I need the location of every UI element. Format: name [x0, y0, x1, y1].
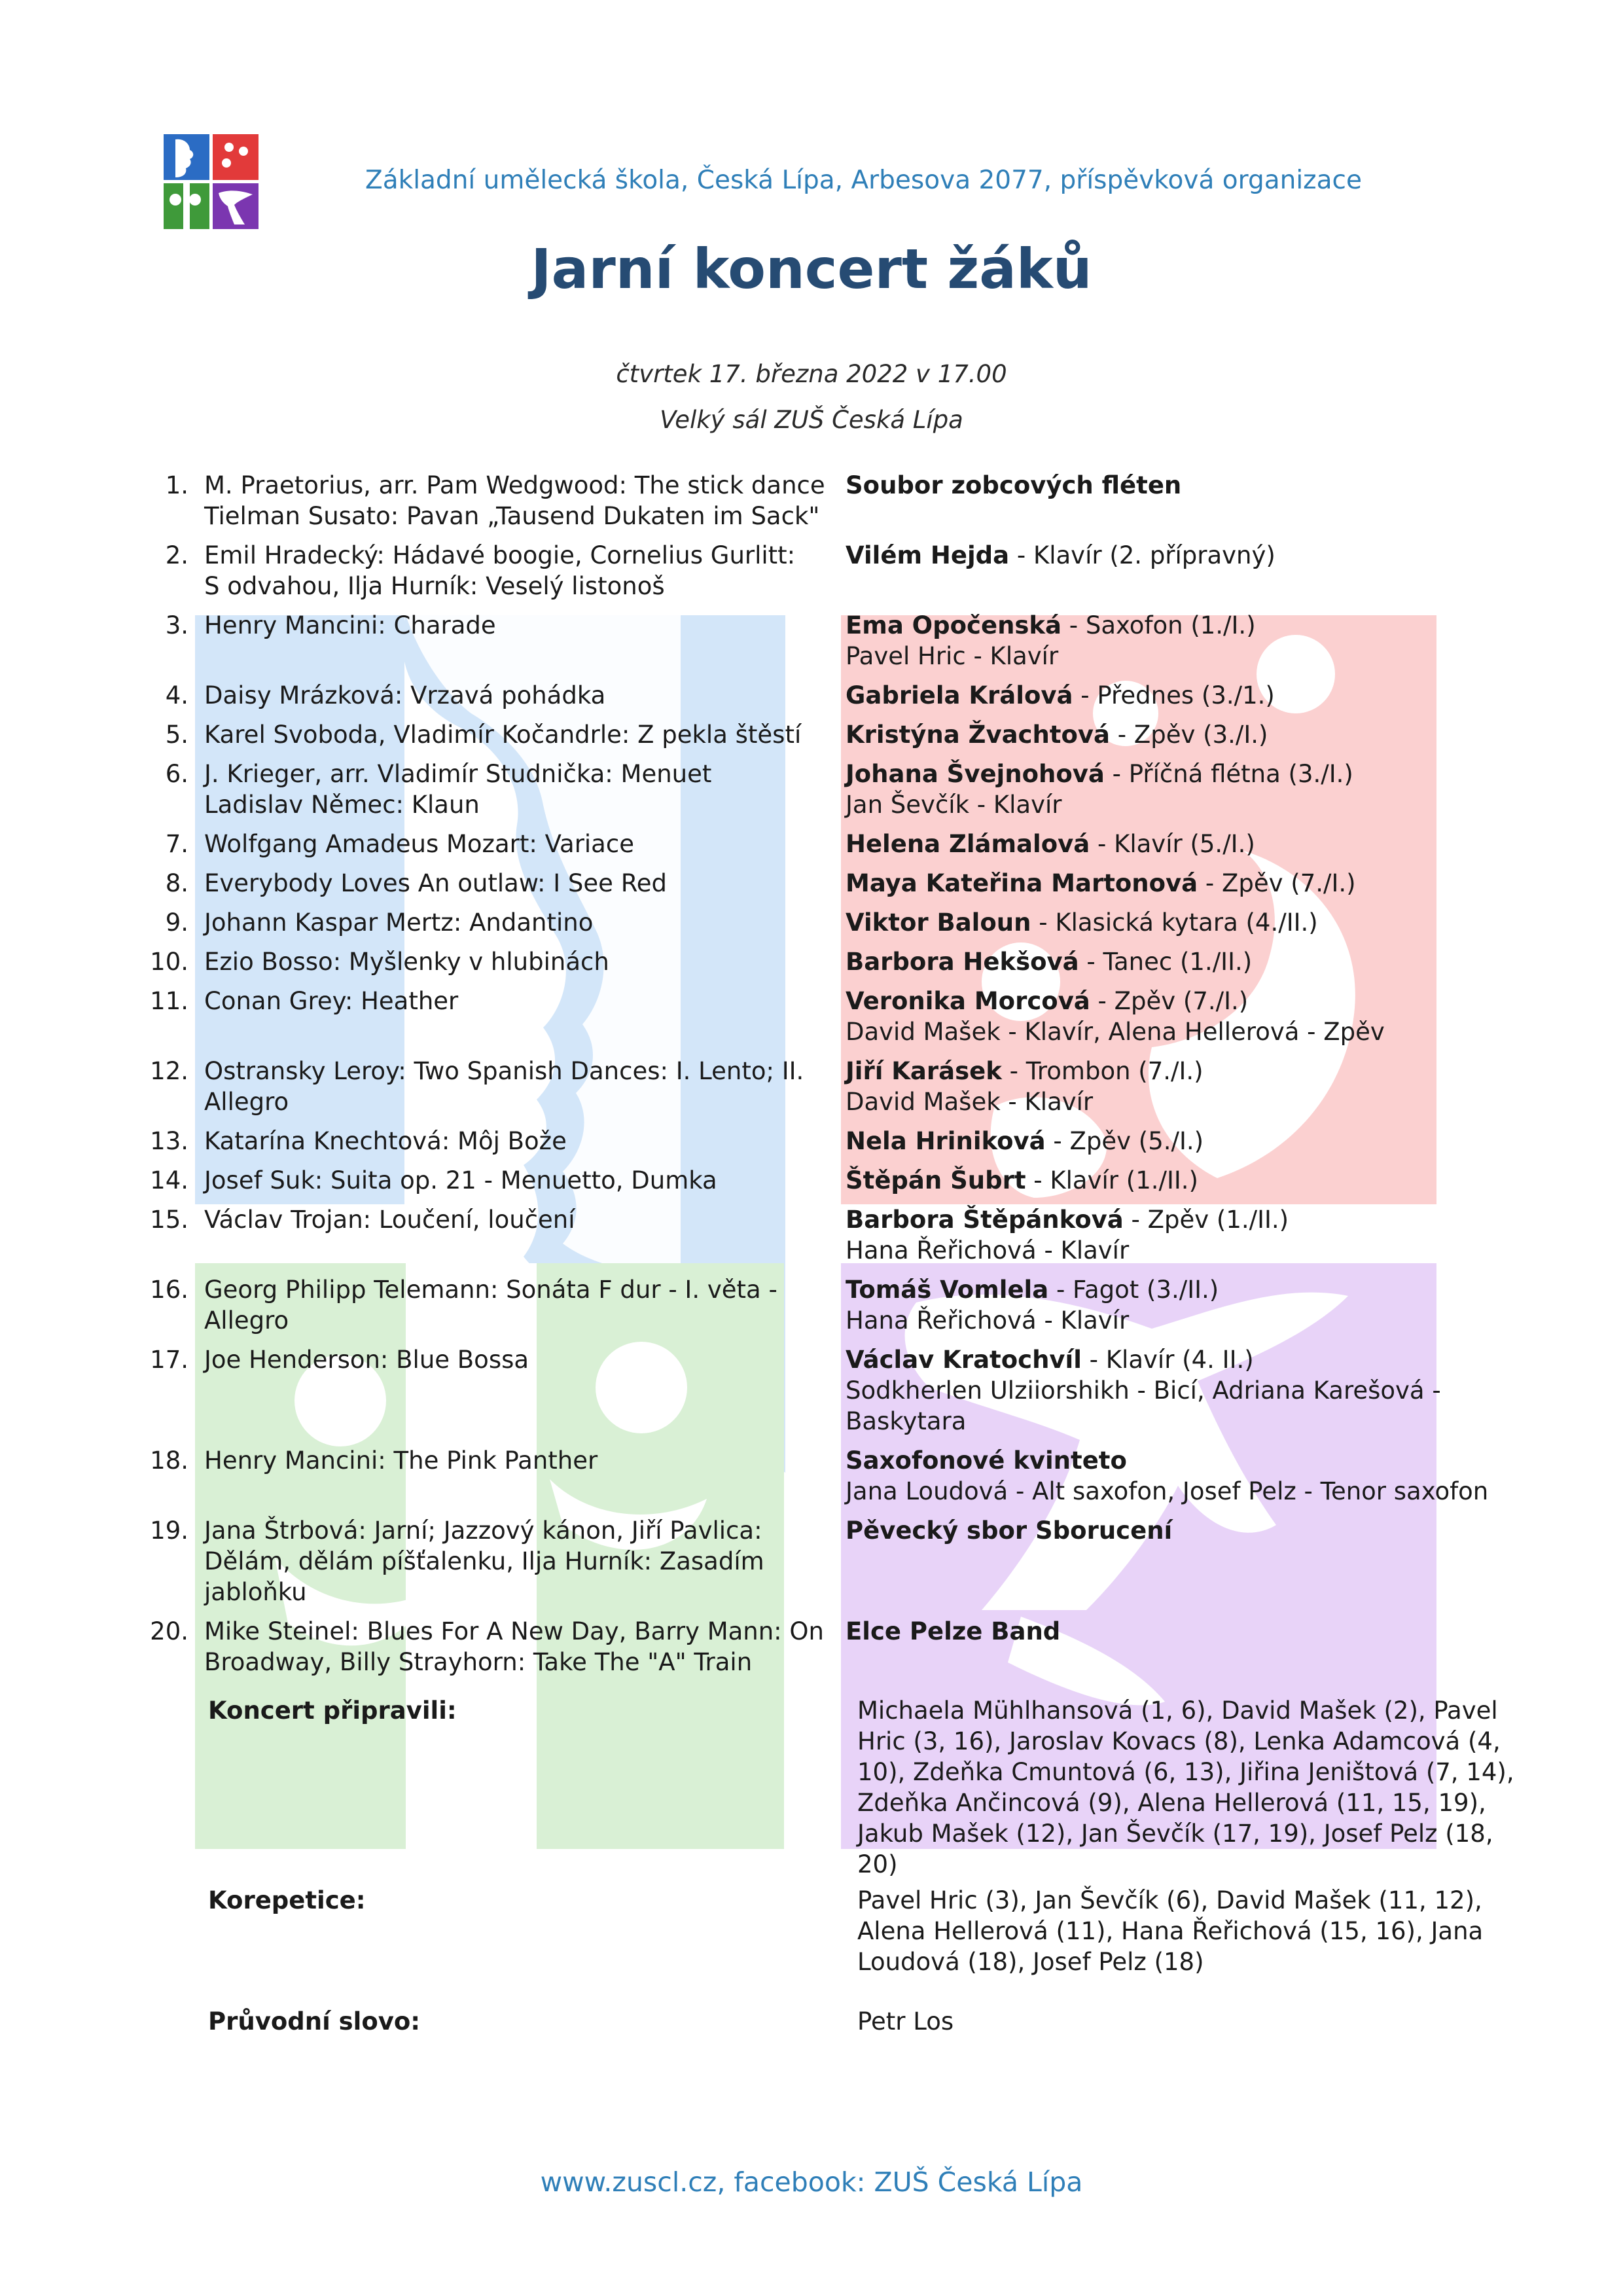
performer-detail: Hana Řeřichová - Klavír [846, 1306, 1130, 1335]
performer-line [846, 1204, 1533, 1235]
program-number: 14. [150, 1166, 188, 1194]
performer-detail: - Klavír (1./II.) [1026, 1166, 1198, 1194]
performer-line [846, 680, 1533, 711]
performer-line [846, 1274, 1533, 1305]
piece-line: Henry Mancini: The Pink Panther [204, 1446, 598, 1475]
performer-detail: - Klavír (2. přípravný) [1009, 541, 1275, 569]
performer-detail: - Zpěv (3./I.) [1110, 721, 1268, 749]
program-performers [846, 946, 1533, 977]
program-number: 3. [165, 611, 188, 639]
credit-line: Zdeňka Ančincová (9), Alena Hellerová (11, 15, 19), [857, 1789, 1486, 1817]
program-number: 1. [165, 471, 188, 499]
performer-detail: - Zpěv (7./I.) [1198, 869, 1356, 897]
program-performers [846, 1274, 1533, 1336]
piece-line: Katarína Knechtová: Môj Bože [204, 1127, 567, 1155]
program-performers [846, 868, 1533, 899]
program-number: 9. [165, 908, 188, 937]
program-performers [846, 680, 1533, 711]
performer-detail: - Zpěv (1./II.) [1123, 1206, 1289, 1234]
performer-name: Ema Opočenská [846, 611, 1062, 639]
performer-name: Štěpán Šubrt [846, 1166, 1026, 1194]
program-performers [846, 986, 1533, 1047]
program-performers [846, 610, 1533, 672]
piece-line: Joe Henderson: Blue Bossa [204, 1346, 529, 1374]
piece-line: S odvahou, Ilja Hurník: Veselý listonoš [204, 572, 665, 600]
performer-detail: - Zpěv (7./I.) [1090, 987, 1249, 1015]
program-performers [846, 829, 1533, 859]
program-piece [204, 1445, 826, 1476]
performer-line [846, 868, 1533, 899]
credit-line: Alena Hellerová (11), Hana Řeřichová (15, 16), Jana [857, 1917, 1484, 1945]
performer-detail: - Trombon (7./I.) [1001, 1057, 1204, 1085]
program-number: 10. [150, 948, 188, 976]
performer-line [846, 829, 1533, 859]
program-piece [204, 719, 826, 750]
program-number: 12. [150, 1057, 188, 1085]
performer-line [846, 759, 1533, 789]
performer-line [846, 641, 1533, 672]
performer-detail: Sodkherlen Ulziiorshikh - Bicí, Adriana Karešová - [846, 1376, 1441, 1405]
program-piece [204, 1515, 826, 1607]
program-piece [204, 986, 826, 1016]
credit-line: Michaela Mühlhansová (1, 6), David Mašek (2), Pavel [857, 1696, 1498, 1725]
performer-detail: Jana Loudová - Alt saxofon, Josef Pelz - Tenor saxofon [846, 1477, 1489, 1505]
performer-name: Soubor zobcových fléten [846, 471, 1182, 499]
credit-line: 10), Zdeňka Cmuntová (6, 13), Jiřina Jeništová (7, 14), [857, 1758, 1514, 1786]
program-piece [204, 1616, 826, 1677]
program-piece [204, 1165, 826, 1196]
piece-line: jabloňku [204, 1578, 307, 1606]
performer-name: Viktor Baloun [846, 908, 1031, 937]
credit-line: Loudová (18), Josef Pelz (18) [857, 1948, 1204, 1976]
performer-detail: - Klasická kytara (4./II.) [1031, 908, 1318, 937]
piece-line: Wolfgang Amadeus Mozart: Variace [204, 830, 634, 858]
program-piece [204, 1274, 826, 1336]
performer-line [846, 1375, 1533, 1406]
piece-line: M. Praetorius, arr. Pam Wedgwood: The stick dance [204, 471, 825, 499]
performer-line [846, 1305, 1533, 1336]
performer-line [846, 540, 1533, 571]
performer-detail: Jan Ševčík - Klavír [846, 791, 1062, 819]
piece-line: Karel Svoboda, Vladimír Kočandrle: Z pekla štěstí [204, 721, 802, 749]
performer-line [846, 789, 1533, 820]
piece-line: Václav Trojan: Loučení, loučení [204, 1206, 575, 1234]
performer-line [846, 1515, 1533, 1546]
credit-label: Korepetice: [208, 1886, 366, 1914]
credit-value [857, 1885, 1531, 1977]
program-number: 2. [165, 541, 188, 569]
program-performers [846, 1344, 1533, 1437]
piece-line: Broadway, Billy Strayhorn: Take The "A" Train [204, 1648, 753, 1676]
performer-name: Veronika Morcová [846, 987, 1090, 1015]
program-performers [846, 1126, 1533, 1157]
performer-name: Tomáš Vomlela [846, 1276, 1049, 1304]
performer-name: Helena Zlámalová [846, 830, 1090, 858]
performer-detail: - Zpěv (5./I.) [1045, 1127, 1204, 1155]
performer-name: Nela Hriniková [846, 1127, 1046, 1155]
piece-line: Ostransky Leroy: Two Spanish Dances: I. Lento; II. [204, 1057, 804, 1085]
program-number: 5. [165, 721, 188, 749]
program-piece [204, 1056, 826, 1117]
performer-name: Pěvecký sbor Sborucení [846, 1516, 1173, 1545]
program-number: 18. [150, 1446, 188, 1475]
credit-value [857, 1695, 1531, 1880]
program-piece [204, 946, 826, 977]
piece-line: Henry Mancini: Charade [204, 611, 496, 639]
performer-detail: - Přednes (3./1.) [1073, 681, 1275, 709]
program-performers [846, 907, 1533, 938]
performer-name: Barbora Štěpánková [846, 1206, 1124, 1234]
program-performers [846, 1056, 1533, 1117]
program-number: 16. [150, 1276, 188, 1304]
piece-line: J. Krieger, arr. Vladimír Studnička: Menuet [204, 760, 712, 788]
performer-line [846, 1616, 1533, 1647]
program-piece [204, 680, 826, 711]
performer-line [846, 610, 1533, 641]
piece-line: Jana Štrbová: Jarní; Jazzový kánon, Jiří Pavlica: [204, 1516, 762, 1545]
performer-line [846, 1086, 1533, 1117]
program-piece [204, 610, 826, 641]
performer-line [846, 1165, 1533, 1196]
credit-label: Průvodní slovo: [208, 2007, 421, 2036]
performer-detail: Pavel Hric - Klavír [846, 642, 1059, 670]
performer-name: Maya Kateřina Martonová [846, 869, 1198, 897]
credit-line: Jakub Mašek (12), Jan Ševčík (17, 19), Josef Pelz (18, 20) [857, 1820, 1493, 1878]
program-piece [204, 470, 826, 531]
piece-line: Dělám, dělám píšťalenku, Ilja Hurník: Zasadím [204, 1547, 764, 1575]
performer-name: Kristýna Žvachtová [846, 721, 1111, 749]
program-piece [204, 829, 826, 859]
piece-line: Mike Steinel: Blues For A New Day, Barry Mann: On [204, 1617, 824, 1645]
program-number: 19. [150, 1516, 188, 1545]
performer-detail: - Saxofon (1./I.) [1061, 611, 1256, 639]
performer-line [846, 1445, 1533, 1476]
performer-line [846, 1056, 1533, 1086]
program-piece [204, 540, 826, 601]
performer-line [846, 1476, 1533, 1507]
performer-detail: - Tanec (1./II.) [1079, 948, 1253, 976]
piece-line: Emil Hradecký: Hádavé boogie, Cornelius Gurlitt: [204, 541, 796, 569]
program-performers [846, 1204, 1533, 1266]
performer-name: Saxofonové kvinteto [846, 1446, 1127, 1475]
performer-line [846, 1016, 1533, 1047]
performer-name: Gabriela Králová [846, 681, 1073, 709]
program-number: 15. [150, 1206, 188, 1234]
program-number: 8. [165, 869, 188, 897]
piece-line: Ezio Bosso: Myšlenky v hlubinách [204, 948, 609, 976]
performer-line [846, 1126, 1533, 1157]
performer-detail: - Příčná flétna (3./I.) [1104, 760, 1353, 788]
program-piece [204, 868, 826, 899]
performer-line [846, 1235, 1533, 1266]
performer-name: Jiří Karásek [846, 1057, 1002, 1085]
program-number: 6. [165, 760, 188, 788]
program-number: 13. [150, 1127, 188, 1155]
program-piece [204, 1344, 826, 1375]
performer-line [846, 1344, 1533, 1375]
piece-line: Johann Kaspar Mertz: Andantino [204, 908, 594, 937]
piece-line: Ladislav Němec: Klaun [204, 791, 480, 819]
program-performers [846, 759, 1533, 820]
performer-detail: - Klavír (4. II.) [1081, 1346, 1254, 1374]
performer-name: Johana Švejnohová [846, 760, 1105, 788]
performer-line [846, 470, 1533, 501]
program-number: 11. [150, 987, 188, 1015]
performer-name: Vilém Hejda [846, 541, 1010, 569]
program-number: 4. [165, 681, 188, 709]
performer-line [846, 1406, 1533, 1437]
footer-links: www.zuscl.cz, facebook: ZUŠ Česká Lípa [540, 2166, 1083, 2198]
program-number: 7. [165, 830, 188, 858]
program-performers [846, 719, 1533, 750]
piece-line: Allegro [204, 1306, 289, 1335]
credit-label: Koncert připravili: [208, 1696, 457, 1725]
performer-line [846, 719, 1533, 750]
credit-value [857, 2006, 1531, 2037]
credit-line: Petr Los [857, 2007, 954, 2036]
concert-venue: Velký sál ZUŠ Česká Lípa [660, 406, 963, 434]
school-logo [164, 134, 259, 229]
program-piece [204, 907, 826, 938]
concert-date: čtvrtek 17. března 2022 v 17.00 [616, 360, 1007, 388]
piece-line: Everybody Loves An outlaw: I See Red [204, 869, 667, 897]
program-performers [846, 540, 1533, 571]
performer-detail: David Mašek - Klavír [846, 1088, 1094, 1116]
piece-line: Georg Philipp Telemann: Sonáta F dur - I. věta - [204, 1276, 777, 1304]
piece-line: Josef Suk: Suita op. 21 - Menuetto, Dumka [204, 1166, 717, 1194]
program-performers [846, 1515, 1533, 1546]
piece-line: Daisy Mrázková: Vrzavá pohádka [204, 681, 606, 709]
page-title: Jarní koncert žáků [531, 237, 1092, 301]
performer-line [846, 907, 1533, 938]
credit-line: Hric (3, 16), Jaroslav Kovacs (8), Lenka Adamcová (4, [857, 1727, 1501, 1755]
performer-detail: Hana Řeřichová - Klavír [846, 1236, 1130, 1265]
performer-detail: Baskytara [846, 1407, 967, 1435]
program-performers [846, 1616, 1533, 1647]
program-piece [204, 1126, 826, 1157]
performer-line [846, 986, 1533, 1016]
piece-line: Tielman Susato: Pavan „Tausend Dukaten im Sack" [204, 502, 820, 530]
performer-detail: - Fagot (3./II.) [1048, 1276, 1219, 1304]
program-number: 17. [150, 1346, 188, 1374]
performer-line [846, 946, 1533, 977]
program-piece [204, 759, 826, 820]
piece-line: Allegro [204, 1088, 289, 1116]
school-name: Základní umělecká škola, Česká Lípa, Arbesova 2077, příspěvková organizace [365, 166, 1362, 195]
piece-line: Conan Grey: Heather [204, 987, 459, 1015]
performer-name: Václav Kratochvíl [846, 1346, 1082, 1374]
program-piece [204, 1204, 826, 1235]
program-number: 20. [150, 1617, 188, 1645]
performer-detail: - Klavír (5./I.) [1090, 830, 1255, 858]
program-performers [846, 1165, 1533, 1196]
credit-line: Pavel Hric (3), Jan Ševčík (6), David Mašek (11, 12), [857, 1886, 1482, 1914]
performer-detail: David Mašek - Klavír, Alena Hellerová - Zpěv [846, 1018, 1385, 1046]
program-performers [846, 1445, 1533, 1507]
performer-name: Elce Pelze Band [846, 1617, 1061, 1645]
performer-name: Barbora Hekšová [846, 948, 1079, 976]
program-performers [846, 470, 1533, 501]
